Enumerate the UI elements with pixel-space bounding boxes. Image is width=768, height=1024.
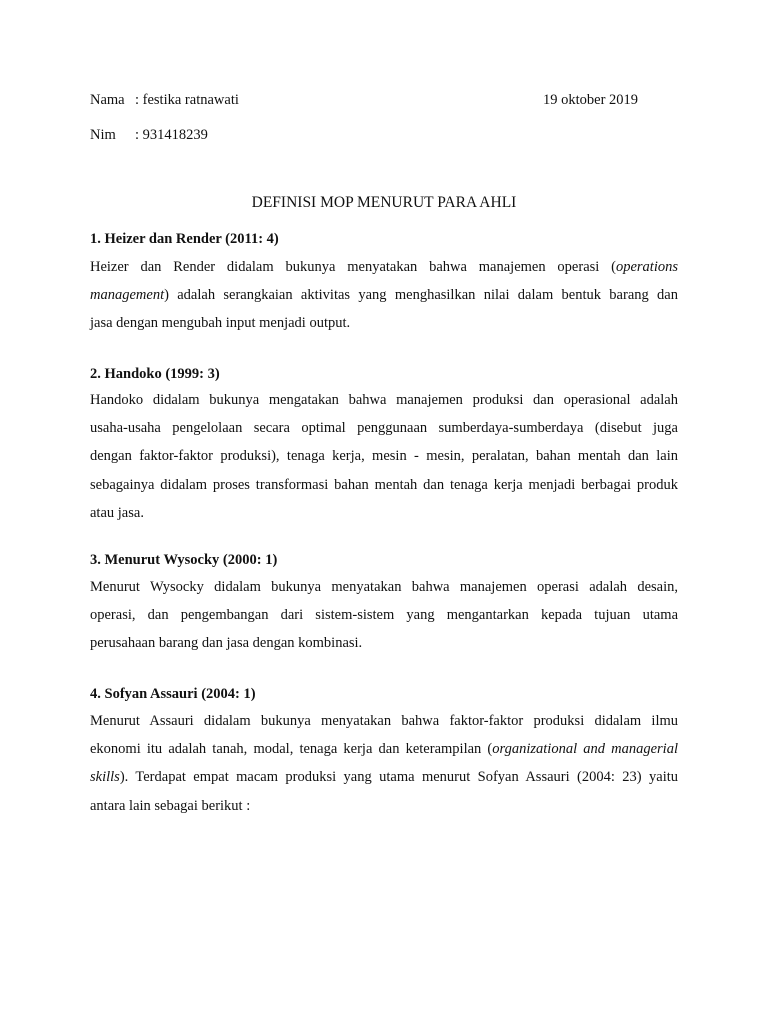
body-line: skills). Terdapat empat macam produksi yang utama menurut Sofyan Assauri (2004: 23) yaitu <box>90 769 678 786</box>
nim-value: : 931418239 <box>135 127 208 143</box>
body-line: atau jasa. <box>90 504 144 521</box>
body-line: usaha-usaha pengelolaan secara optimal penggunaan sumberdaya-sumberdaya (disebut juga <box>90 420 678 437</box>
section-heading-2: 2. Handoko (1999: 3) <box>90 366 220 382</box>
section-heading-3: 3. Menurut Wysocky (2000: 1) <box>90 552 278 568</box>
section-heading-1: 1. Heizer dan Render (2011: 4) <box>90 231 279 247</box>
body-line: operasi, dan pengembangan dari sistem-sistem yang mengantarkan kepada tujuan utama <box>90 607 678 624</box>
section-heading-4: 4. Sofyan Assauri (2004: 1) <box>90 686 256 702</box>
name-label: Nama <box>90 92 125 108</box>
section-body-1 <box>90 253 678 338</box>
body-line: Menurut Assauri didalam bukunya menyatakan bahwa faktor-faktor produksi didalam ilmu <box>90 713 678 729</box>
body-line: Heizer dan Render didalam bukunya menyatakan bahwa manajemen operasi (operations <box>90 259 678 275</box>
body-line: perusahaan barang dan jasa dengan kombinasi. <box>90 635 363 652</box>
section-body-4 <box>90 707 678 820</box>
body-line: ekonomi itu adalah tanah, modal, tenaga kerja dan keterampilan (organizational and managerial <box>90 741 678 758</box>
body-line: Menurut Wysocky didalam bukunya menyatakan bahwa manajemen operasi adalah desain, <box>90 579 678 595</box>
name-value: : festika ratnawati <box>135 92 239 108</box>
body-line: jasa dengan mengubah input menjadi output. <box>90 315 351 332</box>
nim-label: Nim <box>90 127 116 143</box>
section-body-3 <box>90 573 678 658</box>
body-line: antara lain sebagai berikut : <box>90 797 251 814</box>
document-title: DEFINISI MOP MENURUT PARA AHLI <box>251 194 517 211</box>
body-line: sebagainya didalam proses transformasi bahan mentah dan tenaga kerja menjadi berbagai produk <box>90 476 678 493</box>
document-date: 19 oktober 2019 <box>543 92 639 108</box>
body-line: Handoko didalam bukunya mengatakan bahwa manajemen produksi dan operasional adalah <box>90 392 678 408</box>
body-line: dengan faktor-faktor produksi), tenaga kerja, mesin - mesin, peralatan, bahan mentah dan lain <box>90 448 678 465</box>
section-body-2 <box>90 386 678 527</box>
body-line: management) adalah serangkaian aktivitas yang menghasilkan nilai dalam bentuk barang dan <box>90 287 678 304</box>
